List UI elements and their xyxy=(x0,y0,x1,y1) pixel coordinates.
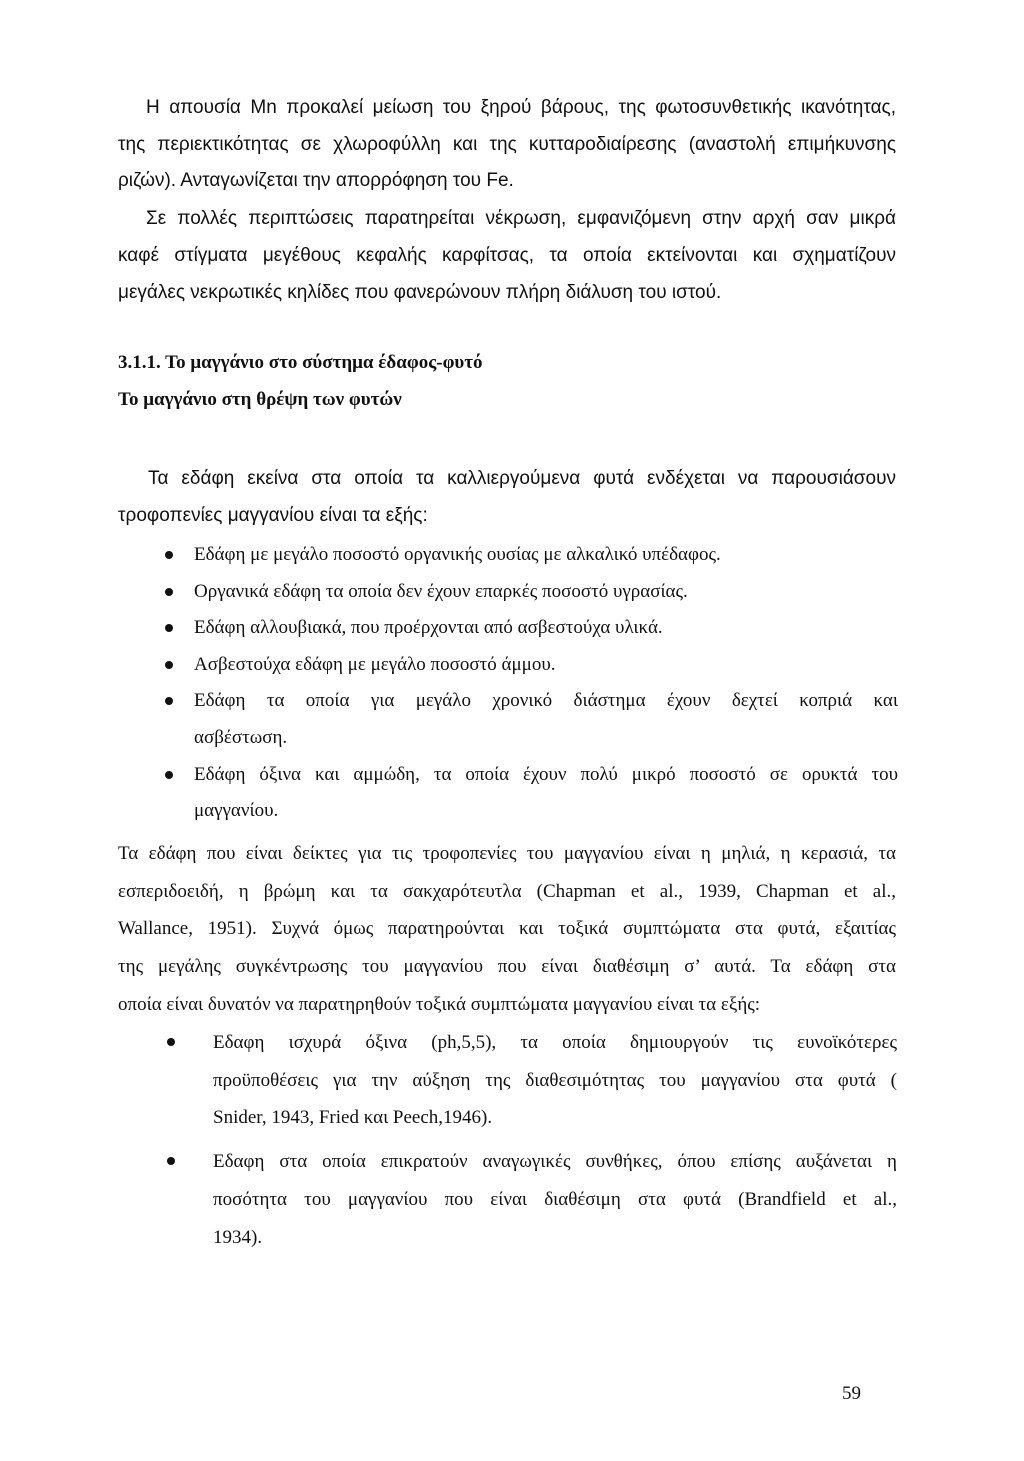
text-line: ριζών). Ανταγωνίζεται την απορρόφηση του Fe. xyxy=(118,170,514,192)
bullet-icon xyxy=(165,697,173,705)
list-item xyxy=(163,537,898,574)
paragraph-indicators-toxicity xyxy=(118,835,896,1024)
text-line: Εδάφη με μεγάλο ποσοστό οργανικής ουσίας με αλκαλικό υπέδαφος. xyxy=(194,544,721,565)
text-line: Εδάφη όξινα και αμμώδη, τα οποία έχουν πολύ μικρό ποσοστό σε ορυκτά του xyxy=(194,763,898,785)
text-line: της μεγάλης συγκέντρωσης του μαγγανίου που είναι διαθέσιμη σ’ αυτά. Τα εδάφη στα xyxy=(118,956,896,978)
text-line: Τα εδάφη που είναι δείκτες για τις τροφοπενίες του μαγγανίου είναι η μηλιά, η κερασιά, τα xyxy=(118,843,896,864)
text-line: Ασβεστούχα εδάφη με μεγάλο ποσοστό άμμου. xyxy=(194,653,556,675)
paragraph-manganese-deficiency xyxy=(118,90,896,200)
page-number: 59 xyxy=(842,1383,861,1404)
text-line: Wallance, 1951). Συχνά όμως παρατηρούνται και τοξικά συμπτώματα στα φυτά, εξαιτίας xyxy=(118,918,896,940)
paragraph-necrosis xyxy=(118,200,896,311)
section-heading: 3.1.1. Το μαγγάνιο στο σύστημα έδαφος-φυτό xyxy=(118,352,483,373)
list-item xyxy=(163,683,898,756)
text-line: της περιεκτικότητας σε χλωροφύλλη και της κυτταροδιαίρεσης (αναστολή επιμήκυνσης xyxy=(118,133,896,155)
bullet-icon xyxy=(165,661,173,669)
text-line: Εδαφη ισχυρά όξινα (ph,5,5), τα οποία δημιουργούν τις ευνοϊκότερες xyxy=(213,1032,897,1053)
text-line: μαγγανίου. xyxy=(194,800,279,822)
text-line: Οργανικά εδάφη τα οποία δεν έχουν επαρκές ποσοστό υγρασίας. xyxy=(194,580,688,602)
bullet-icon xyxy=(165,551,173,559)
list-item xyxy=(165,1143,897,1256)
text-line: τροφοπενίες μαγγανίου είναι τα εξής: xyxy=(118,505,428,526)
list-item xyxy=(163,610,898,647)
text-line: εσπεριδοειδή, η βρώμη και τα σακχαρότευτλα (Chapman et al., 1939, Chapman et al., xyxy=(118,880,896,902)
subsection-heading: Το μαγγάνιο στη θρέψη των φυτών xyxy=(118,389,402,410)
list-item xyxy=(163,757,898,830)
bullet-icon xyxy=(167,1038,175,1046)
text-line: καφέ στίγματα μεγέθους κεφαλής καρφίτσας, τα οποία εκτείνονται και σχηματίζουν xyxy=(118,245,896,266)
paragraph-deficient-soils-intro xyxy=(118,460,896,534)
text-line: Εδάφη αλλουβιακά, που προέρχονται από ασβεστούχα υλικά. xyxy=(194,617,663,639)
text-line: προϋποθέσεις για την αύξηση της διαθεσιμότητας του μαγγανίου στα φυτά ( xyxy=(213,1069,897,1091)
list-item xyxy=(165,1024,897,1137)
deficient-soils-list xyxy=(163,537,898,830)
text-line: Σε πολλές περιπτώσεις παρατηρείται νέκρωση, εμφανιζόμενη στην αρχή σαν μικρά xyxy=(146,208,896,229)
text-line: Τα εδάφη εκείνα στα οποία τα καλλιεργούμενα φυτά ενδέχεται να παρουσιάσουν xyxy=(148,468,896,489)
text-line: 1934). xyxy=(213,1226,263,1248)
text-line: Εδαφη στα οποία επικρατούν αναγωγικές συνθήκες, όπου επίσης αυξάνεται η xyxy=(213,1151,897,1173)
text-line: ποσότητα του μαγγανίου που είναι διαθέσιμη στα φυτά (Brandfield et al., xyxy=(213,1188,897,1210)
bullet-icon xyxy=(165,624,173,632)
text-line: Η απουσία Mn προκαλεί μείωση του ξηρού βάρους, της φωτοσυνθετικής ικανότητας, xyxy=(146,97,896,118)
text-line: οποία είναι δυνατόν να παρατηρηθούν τοξικά συμπτώματα μαγγανίου είναι τα εξής: xyxy=(118,993,761,1015)
text-line: Εδάφη τα οποία για μεγάλο χρονικό διάστημα έχουν δεχτεί κοπριά και xyxy=(194,690,898,712)
list-item xyxy=(163,574,898,611)
text-line: Snider, 1943, Fried και Peech,1946). xyxy=(213,1107,493,1129)
text-line: μεγάλες νεκρωτικές κηλίδες που φανερώνουν πλήρη διάλυση του ιστού. xyxy=(118,282,722,303)
bullet-icon xyxy=(165,771,173,779)
bullet-icon xyxy=(165,588,173,596)
text-line: ασβέστωση. xyxy=(194,726,288,748)
bullet-icon xyxy=(167,1157,175,1165)
toxic-soils-list xyxy=(165,1024,897,1262)
list-item xyxy=(163,647,898,684)
